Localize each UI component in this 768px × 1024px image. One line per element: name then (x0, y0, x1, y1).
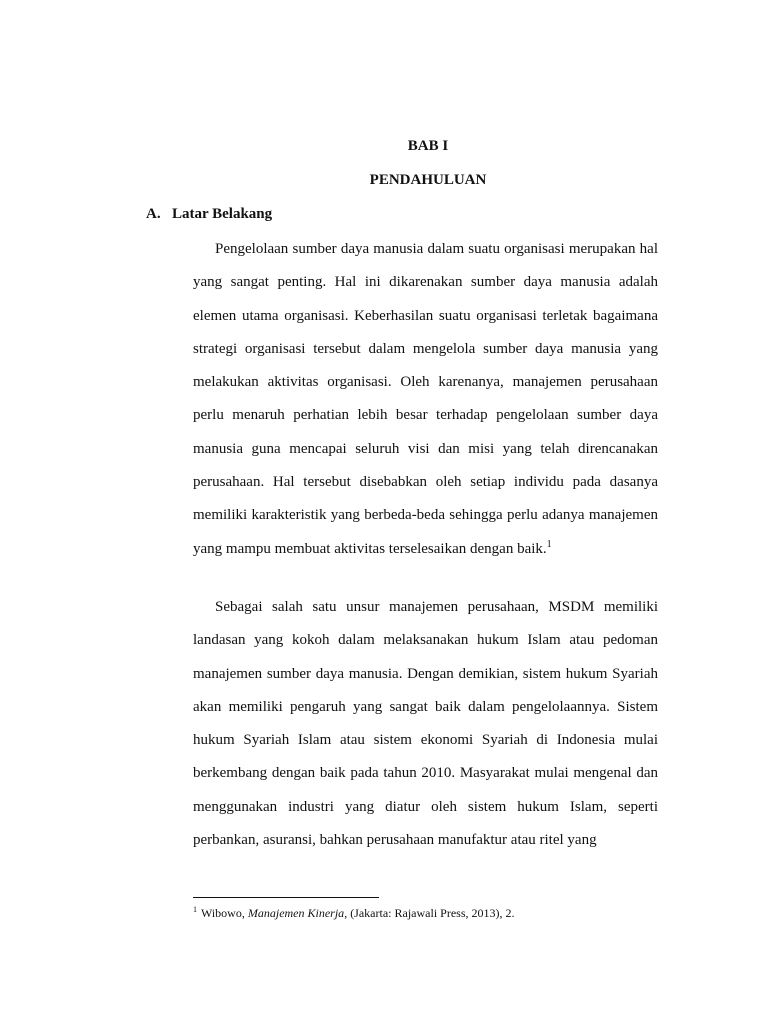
body-paragraph-2 (193, 591, 658, 857)
footnote-book-title: Manajemen Kinerja (247, 906, 345, 920)
chapter-number: BAB I (407, 138, 449, 154)
body-paragraph-1 (193, 233, 658, 566)
footnote-author: Wibowo, (201, 906, 245, 920)
section-letter: A. (146, 206, 161, 222)
footnote-separator (193, 897, 379, 898)
footnote (193, 905, 663, 921)
paragraph-text: Sebagai salah satu unsur manajemen perusahaan, MSDM memiliki landasan yang kokoh dalam melaksanakan hukum Islam atau pedoman manajemen sumber daya manusia. Dengan demikian, sistem hukum Syariah akan memiliki pengaruh yang sangat baik dalam pengelolaannya. Sistem hukum Syariah Islam atau sistem ekonomi Syariah di Indonesia mulai berkembang dengan baik pada tahun 2010. Masyarakat mulai mengenal dan menggunakan industri yang diatur oleh sistem hukum Islam, seperti perbankan, asuransi, bahkan perusahaan manufaktur atau ritel yang (193, 599, 658, 849)
paragraph-text: Pengelolaan sumber daya manusia dalam suatu organisasi merupakan hal yang sangat penting. Hal ini dikarenakan sumber daya manusia adalah elemen utama organisasi. Keberhasilan suatu organisasi terletak bagaimana strategi organisasi tersebut dalam mengelola sumber daya manusia yang melakukan aktivitas organisasi. Oleh karenanya, manajemen perusahaan perlu menaruh perhatian lebih besar terhadap pengelolaan sumber daya manusia guna mencapai seluruh visi dan misi yang telah direncanakan perusahaan. Hal tersebut disebabkan oleh setiap individu pada dasanya memiliki karakteristik yang berbeda-beda sehingga perlu adanya manajemen yang mampu membuat aktivitas terselesaikan dengan baik. (193, 241, 658, 557)
chapter-title: PENDAHULUAN (369, 172, 487, 188)
section-title: Latar Belakang (172, 206, 273, 222)
footnote-number: 1 (193, 905, 197, 914)
section-heading (146, 204, 272, 224)
footnote-reference: 1 (546, 538, 552, 550)
footnote-citation: , (Jakarta: Rajawali Press, 2013), 2. (344, 906, 515, 920)
